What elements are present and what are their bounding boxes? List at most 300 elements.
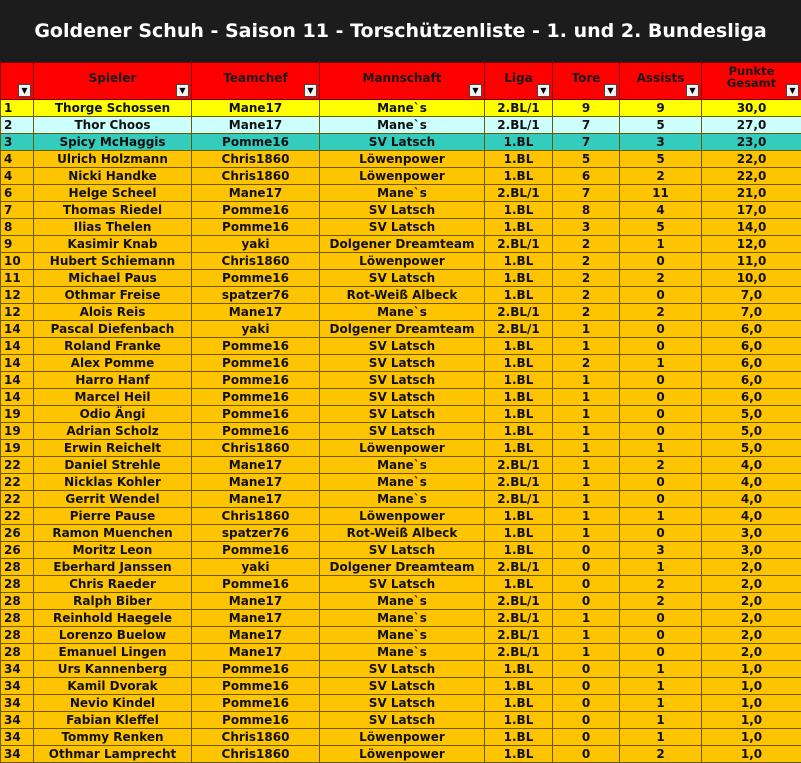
cell-rank: 28: [1, 627, 34, 644]
cell-assists: 3: [620, 542, 702, 559]
cell-punkte: 2,0: [702, 610, 801, 627]
table-row: [1, 712, 801, 729]
table-row: [1, 440, 801, 457]
cell-tore: 9: [553, 100, 620, 117]
cell-tore: 1: [553, 406, 620, 423]
filter-dropdown-icon[interactable]: ▼: [686, 84, 699, 97]
cell-teamchef: Pomme16: [192, 678, 320, 695]
cell-assists: 2: [620, 746, 702, 763]
cell-liga: 1.BL: [485, 168, 553, 185]
cell-tore: 7: [553, 134, 620, 151]
cell-liga: 1.BL: [485, 253, 553, 270]
cell-mannschaft: Mane`s: [320, 593, 485, 610]
cell-teamchef: Mane17: [192, 474, 320, 491]
cell-mannschaft: SV Latsch: [320, 576, 485, 593]
cell-mannschaft: Dolgener Dreamteam: [320, 559, 485, 576]
cell-tore: 1: [553, 372, 620, 389]
filter-dropdown-icon[interactable]: ▼: [304, 84, 317, 97]
table-row: [1, 729, 801, 746]
cell-rank: 34: [1, 661, 34, 678]
cell-tore: 0: [553, 576, 620, 593]
table-row: [1, 491, 801, 508]
cell-liga: 1.BL: [485, 440, 553, 457]
cell-teamchef: Pomme16: [192, 423, 320, 440]
filter-dropdown-icon[interactable]: ▼: [469, 84, 482, 97]
cell-rank: 3: [1, 134, 34, 151]
cell-rank: 11: [1, 270, 34, 287]
filter-dropdown-icon[interactable]: ▼: [786, 84, 799, 97]
cell-liga: 1.BL: [485, 678, 553, 695]
cell-punkte: 22,0: [702, 151, 801, 168]
cell-tore: 2: [553, 304, 620, 321]
cell-tore: 1: [553, 389, 620, 406]
col-header-rank: [1, 63, 34, 100]
cell-rank: 2: [1, 117, 34, 134]
table-row: [1, 661, 801, 678]
cell-rank: 28: [1, 576, 34, 593]
cell-assists: 0: [620, 610, 702, 627]
cell-punkte: 1,0: [702, 678, 801, 695]
cell-assists: 0: [620, 491, 702, 508]
cell-mannschaft: Mane`s: [320, 100, 485, 117]
cell-tore: 1: [553, 457, 620, 474]
cell-rank: 22: [1, 491, 34, 508]
col-header-mannschaft: Mannschaft ▼: [320, 63, 485, 100]
cell-teamchef: Chris1860: [192, 729, 320, 746]
cell-spieler: Pascal Diefenbach: [34, 321, 192, 338]
cell-mannschaft: Löwenpower: [320, 440, 485, 457]
cell-assists: 2: [620, 576, 702, 593]
cell-teamchef: Pomme16: [192, 576, 320, 593]
table-row: [1, 355, 801, 372]
filter-dropdown-icon[interactable]: ▼: [537, 84, 550, 97]
cell-rank: 4: [1, 151, 34, 168]
table-row: [1, 593, 801, 610]
cell-mannschaft: SV Latsch: [320, 355, 485, 372]
cell-teamchef: Pomme16: [192, 202, 320, 219]
cell-mannschaft: Mane`s: [320, 457, 485, 474]
cell-mannschaft: Mane`s: [320, 117, 485, 134]
cell-spieler: Othmar Freise: [34, 287, 192, 304]
cell-rank: 26: [1, 525, 34, 542]
cell-teamchef: Pomme16: [192, 134, 320, 151]
cell-rank: 4: [1, 168, 34, 185]
table-row: [1, 406, 801, 423]
cell-tore: 1: [553, 338, 620, 355]
table-row: [1, 185, 801, 202]
cell-punkte: 5,0: [702, 440, 801, 457]
cell-punkte: 1,0: [702, 729, 801, 746]
cell-teamchef: Pomme16: [192, 661, 320, 678]
cell-teamchef: Mane17: [192, 593, 320, 610]
cell-teamchef: Pomme16: [192, 372, 320, 389]
cell-assists: 2: [620, 270, 702, 287]
table-row: [1, 423, 801, 440]
cell-mannschaft: SV Latsch: [320, 134, 485, 151]
cell-assists: 0: [620, 423, 702, 440]
cell-punkte: 7,0: [702, 287, 801, 304]
cell-rank: 28: [1, 593, 34, 610]
cell-tore: 2: [553, 287, 620, 304]
cell-tore: 1: [553, 474, 620, 491]
cell-teamchef: Chris1860: [192, 746, 320, 763]
cell-mannschaft: SV Latsch: [320, 406, 485, 423]
cell-tore: 1: [553, 508, 620, 525]
cell-spieler: Marcel Heil: [34, 389, 192, 406]
cell-punkte: 2,0: [702, 576, 801, 593]
cell-liga: 1.BL: [485, 712, 553, 729]
table-body: [1, 100, 801, 763]
cell-mannschaft: SV Latsch: [320, 372, 485, 389]
cell-assists: 1: [620, 712, 702, 729]
cell-liga: 1.BL: [485, 508, 553, 525]
table-row: [1, 134, 801, 151]
cell-liga: 1.BL: [485, 151, 553, 168]
cell-mannschaft: SV Latsch: [320, 389, 485, 406]
header-row: [1, 63, 801, 100]
cell-assists: 1: [620, 508, 702, 525]
cell-liga: 1.BL: [485, 695, 553, 712]
cell-assists: 0: [620, 525, 702, 542]
cell-rank: 34: [1, 746, 34, 763]
page-title: Goldener Schuh - Saison 11 - Torschützenliste - 1. und 2. Bundesliga: [0, 0, 801, 62]
table-row: [1, 627, 801, 644]
cell-tore: 0: [553, 542, 620, 559]
cell-punkte: 2,0: [702, 559, 801, 576]
cell-rank: 28: [1, 610, 34, 627]
cell-mannschaft: Mane`s: [320, 304, 485, 321]
cell-tore: 0: [553, 746, 620, 763]
cell-tore: 3: [553, 219, 620, 236]
cell-liga: 1.BL: [485, 338, 553, 355]
cell-punkte: 17,0: [702, 202, 801, 219]
cell-assists: 9: [620, 100, 702, 117]
cell-punkte: 7,0: [702, 304, 801, 321]
cell-spieler: Kasimir Knab: [34, 236, 192, 253]
cell-spieler: Pierre Pause: [34, 508, 192, 525]
cell-liga: 2.BL/1: [485, 559, 553, 576]
cell-mannschaft: Dolgener Dreamteam: [320, 321, 485, 338]
cell-mannschaft: SV Latsch: [320, 219, 485, 236]
table-row: [1, 219, 801, 236]
cell-assists: 0: [620, 338, 702, 355]
cell-teamchef: Pomme16: [192, 542, 320, 559]
cell-spieler: Hubert Schiemann: [34, 253, 192, 270]
cell-rank: 1: [1, 100, 34, 117]
cell-assists: 1: [620, 236, 702, 253]
table-row: [1, 525, 801, 542]
cell-assists: 1: [620, 355, 702, 372]
cell-liga: 2.BL/1: [485, 100, 553, 117]
cell-rank: 14: [1, 355, 34, 372]
cell-liga: 2.BL/1: [485, 474, 553, 491]
cell-spieler: Moritz Leon: [34, 542, 192, 559]
cell-tore: 1: [553, 644, 620, 661]
cell-liga: 1.BL: [485, 219, 553, 236]
cell-punkte: 3,0: [702, 525, 801, 542]
table-row: [1, 236, 801, 253]
cell-spieler: Eberhard Janssen: [34, 559, 192, 576]
cell-liga: 2.BL/1: [485, 236, 553, 253]
cell-punkte: 30,0: [702, 100, 801, 117]
cell-spieler: Ramon Muenchen: [34, 525, 192, 542]
cell-rank: 34: [1, 678, 34, 695]
cell-assists: 1: [620, 729, 702, 746]
cell-mannschaft: SV Latsch: [320, 712, 485, 729]
cell-liga: 1.BL: [485, 202, 553, 219]
cell-teamchef: Pomme16: [192, 712, 320, 729]
cell-liga: 2.BL/1: [485, 593, 553, 610]
cell-assists: 1: [620, 559, 702, 576]
cell-liga: 1.BL: [485, 406, 553, 423]
cell-liga: 1.BL: [485, 746, 553, 763]
table-row: [1, 321, 801, 338]
table-row: [1, 151, 801, 168]
cell-assists: 0: [620, 474, 702, 491]
cell-tore: 5: [553, 151, 620, 168]
cell-mannschaft: Löwenpower: [320, 729, 485, 746]
table-row: [1, 253, 801, 270]
cell-tore: 1: [553, 525, 620, 542]
cell-spieler: Nicklas Kohler: [34, 474, 192, 491]
cell-assists: 2: [620, 457, 702, 474]
cell-liga: 2.BL/1: [485, 491, 553, 508]
cell-punkte: 22,0: [702, 168, 801, 185]
cell-punkte: 11,0: [702, 253, 801, 270]
cell-liga: 2.BL/1: [485, 457, 553, 474]
cell-teamchef: Chris1860: [192, 168, 320, 185]
cell-spieler: Ilias Thelen: [34, 219, 192, 236]
cell-rank: 8: [1, 219, 34, 236]
cell-liga: 2.BL/1: [485, 644, 553, 661]
cell-teamchef: Chris1860: [192, 253, 320, 270]
cell-spieler: Tommy Renken: [34, 729, 192, 746]
cell-mannschaft: Dolgener Dreamteam: [320, 236, 485, 253]
cell-teamchef: Mane17: [192, 304, 320, 321]
cell-tore: 0: [553, 729, 620, 746]
table-row: [1, 168, 801, 185]
table-row: [1, 474, 801, 491]
cell-mannschaft: Mane`s: [320, 491, 485, 508]
cell-mannschaft: SV Latsch: [320, 202, 485, 219]
cell-mannschaft: SV Latsch: [320, 338, 485, 355]
cell-spieler: Emanuel Lingen: [34, 644, 192, 661]
filter-dropdown-icon[interactable]: ▼: [176, 84, 189, 97]
scorers-table: [0, 62, 801, 763]
cell-spieler: Thor Choos: [34, 117, 192, 134]
cell-teamchef: Pomme16: [192, 406, 320, 423]
col-header-spieler: Spieler ▼: [34, 63, 192, 100]
cell-teamchef: Pomme16: [192, 695, 320, 712]
cell-punkte: 27,0: [702, 117, 801, 134]
cell-mannschaft: Löwenpower: [320, 508, 485, 525]
cell-rank: 9: [1, 236, 34, 253]
cell-rank: 14: [1, 338, 34, 355]
cell-liga: 1.BL: [485, 287, 553, 304]
cell-tore: 2: [553, 270, 620, 287]
cell-tore: 0: [553, 661, 620, 678]
cell-assists: 1: [620, 440, 702, 457]
cell-rank: 34: [1, 729, 34, 746]
cell-mannschaft: Mane`s: [320, 474, 485, 491]
cell-assists: 0: [620, 406, 702, 423]
cell-punkte: 4,0: [702, 457, 801, 474]
cell-punkte: 21,0: [702, 185, 801, 202]
table-row: [1, 372, 801, 389]
cell-spieler: Erwin Reichelt: [34, 440, 192, 457]
cell-rank: 28: [1, 559, 34, 576]
cell-punkte: 1,0: [702, 695, 801, 712]
filter-dropdown-icon[interactable]: ▼: [604, 84, 617, 97]
cell-teamchef: yaki: [192, 321, 320, 338]
cell-liga: 1.BL: [485, 372, 553, 389]
col-header-liga: Liga ▼: [485, 63, 553, 100]
cell-assists: 5: [620, 219, 702, 236]
cell-liga: 1.BL: [485, 423, 553, 440]
cell-mannschaft: Mane`s: [320, 185, 485, 202]
cell-assists: 5: [620, 117, 702, 134]
table-row: [1, 542, 801, 559]
cell-spieler: Chris Raeder: [34, 576, 192, 593]
cell-teamchef: spatzer76: [192, 525, 320, 542]
cell-liga: 1.BL: [485, 661, 553, 678]
cell-tore: 1: [553, 321, 620, 338]
cell-tore: 1: [553, 627, 620, 644]
cell-rank: 19: [1, 440, 34, 457]
cell-teamchef: Mane17: [192, 644, 320, 661]
cell-spieler: Adrian Scholz: [34, 423, 192, 440]
col-header-assists: Assists ▼: [620, 63, 702, 100]
cell-liga: 1.BL: [485, 542, 553, 559]
cell-rank: 22: [1, 474, 34, 491]
cell-spieler: Alex Pomme: [34, 355, 192, 372]
cell-rank: 28: [1, 644, 34, 661]
cell-liga: 2.BL/1: [485, 304, 553, 321]
cell-rank: 12: [1, 304, 34, 321]
cell-punkte: 6,0: [702, 321, 801, 338]
cell-punkte: 6,0: [702, 355, 801, 372]
cell-spieler: Kamil Dvorak: [34, 678, 192, 695]
cell-teamchef: Pomme16: [192, 270, 320, 287]
cell-assists: 0: [620, 321, 702, 338]
cell-spieler: Lorenzo Buelow: [34, 627, 192, 644]
cell-spieler: Odio Ängi: [34, 406, 192, 423]
cell-tore: 1: [553, 440, 620, 457]
cell-assists: 0: [620, 644, 702, 661]
cell-mannschaft: SV Latsch: [320, 695, 485, 712]
cell-assists: 0: [620, 372, 702, 389]
cell-punkte: 1,0: [702, 661, 801, 678]
cell-rank: 34: [1, 712, 34, 729]
cell-tore: 8: [553, 202, 620, 219]
cell-teamchef: Mane17: [192, 117, 320, 134]
cell-assists: 0: [620, 253, 702, 270]
cell-liga: 1.BL: [485, 525, 553, 542]
cell-rank: 12: [1, 287, 34, 304]
table-row: [1, 746, 801, 763]
filter-dropdown-icon[interactable]: ▼: [18, 84, 31, 97]
cell-assists: 5: [620, 151, 702, 168]
col-header-punkte-gesamt: Punkte Gesamt ▼: [702, 63, 801, 100]
cell-teamchef: Pomme16: [192, 389, 320, 406]
cell-teamchef: Mane17: [192, 610, 320, 627]
table-row: [1, 695, 801, 712]
cell-punkte: 4,0: [702, 508, 801, 525]
cell-assists: 2: [620, 304, 702, 321]
cell-assists: 1: [620, 695, 702, 712]
cell-mannschaft: Rot-Weiß Albeck: [320, 525, 485, 542]
cell-tore: 0: [553, 712, 620, 729]
cell-spieler: Harro Hanf: [34, 372, 192, 389]
cell-punkte: 6,0: [702, 338, 801, 355]
cell-spieler: Reinhold Haegele: [34, 610, 192, 627]
cell-tore: 1: [553, 491, 620, 508]
cell-liga: 1.BL: [485, 355, 553, 372]
cell-rank: 14: [1, 321, 34, 338]
cell-assists: 0: [620, 627, 702, 644]
cell-rank: 34: [1, 695, 34, 712]
table-row: [1, 304, 801, 321]
cell-spieler: Michael Paus: [34, 270, 192, 287]
cell-mannschaft: SV Latsch: [320, 542, 485, 559]
cell-rank: 6: [1, 185, 34, 202]
cell-liga: 1.BL: [485, 270, 553, 287]
cell-mannschaft: Löwenpower: [320, 253, 485, 270]
cell-rank: 22: [1, 508, 34, 525]
cell-liga: 1.BL: [485, 729, 553, 746]
cell-punkte: 6,0: [702, 372, 801, 389]
cell-punkte: 14,0: [702, 219, 801, 236]
cell-teamchef: Chris1860: [192, 508, 320, 525]
cell-rank: 26: [1, 542, 34, 559]
cell-liga: 2.BL/1: [485, 627, 553, 644]
cell-tore: 0: [553, 678, 620, 695]
cell-teamchef: Mane17: [192, 457, 320, 474]
cell-tore: 2: [553, 253, 620, 270]
cell-spieler: Alois Reis: [34, 304, 192, 321]
table-row: [1, 100, 801, 117]
cell-assists: 2: [620, 168, 702, 185]
cell-spieler: Thomas Riedel: [34, 202, 192, 219]
cell-spieler: Ulrich Holzmann: [34, 151, 192, 168]
cell-assists: 1: [620, 661, 702, 678]
cell-spieler: Urs Kannenberg: [34, 661, 192, 678]
cell-teamchef: spatzer76: [192, 287, 320, 304]
cell-punkte: 10,0: [702, 270, 801, 287]
cell-liga: 2.BL/1: [485, 610, 553, 627]
table-row: [1, 202, 801, 219]
cell-tore: 1: [553, 610, 620, 627]
table-row: [1, 457, 801, 474]
cell-assists: 0: [620, 389, 702, 406]
cell-assists: 2: [620, 593, 702, 610]
cell-spieler: Thorge Schossen: [34, 100, 192, 117]
cell-punkte: 5,0: [702, 423, 801, 440]
cell-liga: 1.BL: [485, 389, 553, 406]
table-row: [1, 678, 801, 695]
table-row: [1, 610, 801, 627]
cell-teamchef: Pomme16: [192, 219, 320, 236]
cell-punkte: 3,0: [702, 542, 801, 559]
cell-liga: 2.BL/1: [485, 117, 553, 134]
cell-teamchef: Mane17: [192, 100, 320, 117]
cell-tore: 0: [553, 695, 620, 712]
cell-tore: 2: [553, 355, 620, 372]
table-row: [1, 576, 801, 593]
cell-spieler: Nevio Kindel: [34, 695, 192, 712]
scorers-table-container: [0, 62, 801, 763]
table-row: [1, 389, 801, 406]
